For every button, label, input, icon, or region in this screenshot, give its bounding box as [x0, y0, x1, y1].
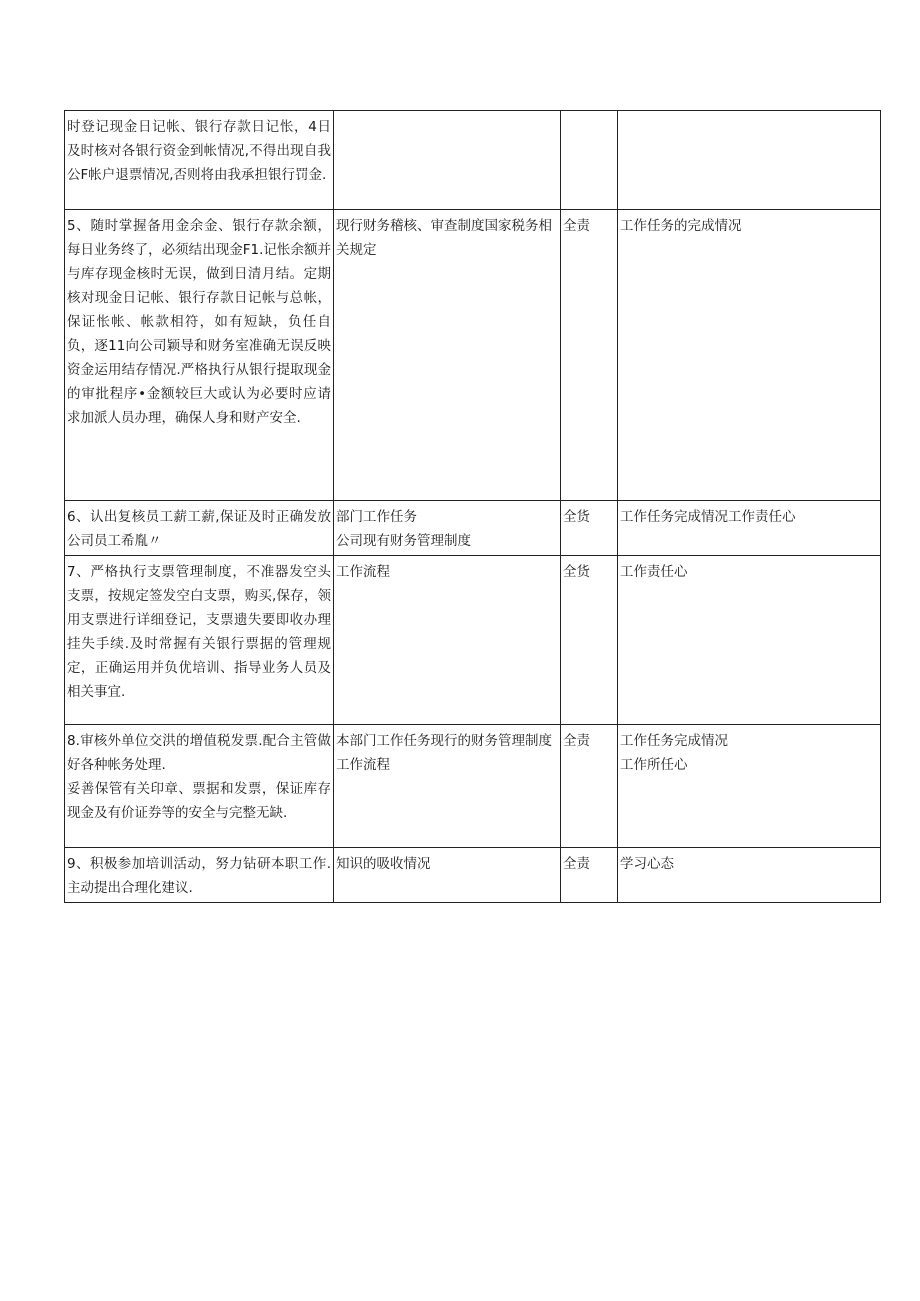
table-row: [65, 848, 881, 903]
basis-text: 工作流程: [336, 564, 390, 580]
duty-text: 妥善保管有关印章、票据和发票，保证库存现金及有价证券等的安全与完整无缺.: [67, 781, 331, 821]
basis-text: 部门工作任务: [336, 509, 417, 525]
duty-text: 6、认出复核员工薪工薪,保证及时正确发放公司员工希胤〃: [67, 509, 331, 549]
assessment-cell: [618, 556, 881, 725]
duty-cell: [65, 210, 334, 501]
assessment-cell: [618, 111, 881, 210]
table-row: [65, 556, 881, 725]
duty-cell: [65, 501, 334, 556]
duty-table: [64, 110, 881, 903]
basis-text: 工作流程: [336, 757, 390, 773]
basis-cell: [334, 725, 561, 848]
table-row: [65, 111, 881, 210]
assessment-cell: [618, 210, 881, 501]
level-cell: [561, 111, 618, 210]
assessment-text: 工作所任心: [620, 757, 688, 773]
assessment-cell: [618, 848, 881, 903]
basis-cell: [334, 848, 561, 903]
duty-text: 9、积极参加培训活动，努力钻研本职工作.主动提出合理化建议.: [67, 856, 331, 896]
table-row: [65, 725, 881, 848]
basis-cell: [334, 111, 561, 210]
duty-text: 时登记现金日记帐、银行存款日记怅，4日及时核对各银行资金到帐情况,不得出现自我公F帐户退票情况,否则将由我承担银行罚金.: [67, 119, 331, 183]
level-text: 全货: [563, 564, 590, 580]
duty-cell: [65, 725, 334, 848]
duty-cell: [65, 848, 334, 903]
basis-cell: [334, 501, 561, 556]
level-text: 全责: [563, 856, 590, 872]
assessment-text: 工作任务完成情况: [620, 733, 728, 749]
duty-text: 5、随时掌握备用金余金、银行存款余额，每日业务终了，必须结出现金F1.记怅余额并与库存现金核时无误，做到日清月结。定期核对现金日记帐、银行存款日记帐与总帐，保证怅帐、帐款相符，如有短缺，负任自负，逐11向公司颖导和财务室准确无误反映资金运用结存情况.严格执行从银行提取现金的审批程序•金额较巨大或认为必要时应请求加派人员办理，确保人身和财产安全.: [67, 218, 331, 426]
level-cell: [561, 556, 618, 725]
basis-cell: [334, 556, 561, 725]
basis-text: 现行财务稽核、审查制度国家税务相关规定: [336, 218, 552, 258]
duty-cell: [65, 556, 334, 725]
level-cell: [561, 848, 618, 903]
assessment-cell: [618, 725, 881, 848]
level-text: 全责: [563, 733, 590, 749]
basis-text: 公司现有财务管理制度: [336, 533, 471, 549]
basis-text: 本部门工作任务现行的财务管理制度: [336, 733, 552, 749]
level-cell: [561, 501, 618, 556]
duty-text: 7、严格执行支票管理制度，不准器发空头支票，按规定签发空白支票，购买,保存，领用支票进行详细登记，支票遗失要即收办理挂失手续.及时常握有关银行票据的管理规定，正确运用并负优培训、指导业务人员及相关事宜.: [67, 564, 331, 700]
table-row: [65, 501, 881, 556]
level-cell: [561, 210, 618, 501]
level-text: 全货: [563, 509, 590, 525]
assessment-text: 工作任务完成情况工作责任心: [620, 509, 796, 525]
assessment-text: 工作责任心: [620, 564, 688, 580]
assessment-text: 学习心态: [620, 856, 674, 872]
basis-cell: [334, 210, 561, 501]
level-text: 全责: [563, 218, 590, 234]
duty-text: 8.审核外单位交洪的增值税发票.配合主管做好各种帐务处理.: [67, 733, 331, 773]
assessment-text: 工作任务的完成情况: [620, 218, 742, 234]
table-row: [65, 210, 881, 501]
basis-text: 知识的吸收情况: [336, 856, 431, 872]
level-cell: [561, 725, 618, 848]
duty-cell: [65, 111, 334, 210]
assessment-cell: [618, 501, 881, 556]
